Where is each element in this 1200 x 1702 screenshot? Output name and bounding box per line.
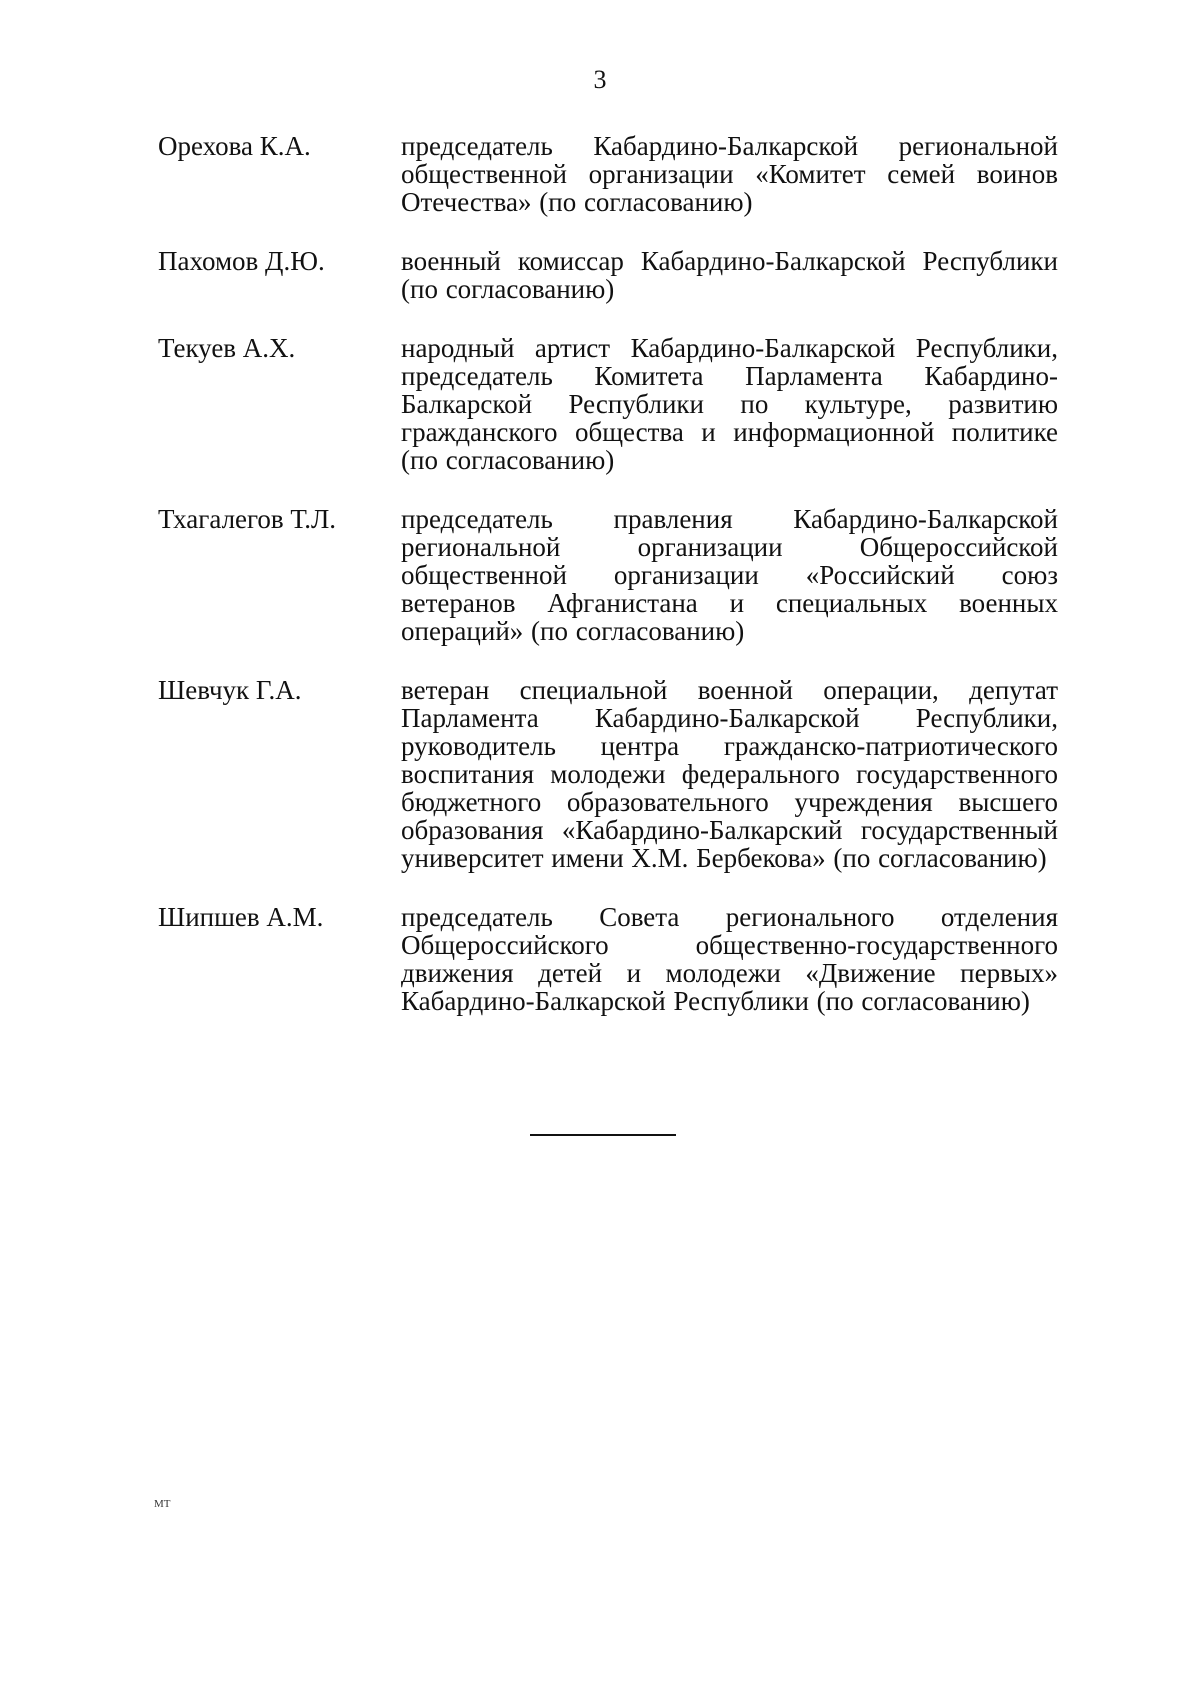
member-position: ветеран специальной военной операции, депутат Парламента Кабардино-Балкарской Республики, руководитель центра гражданско-патриотического воспитания молодежи федерального государственного бюджетного образовательного учреждения высшего образования «Кабардино-Балкарский государственный университет имени Х.М. Бербекова» (по согласованию) [401, 675, 1058, 873]
list-item [158, 334, 1058, 474]
list-item [158, 247, 1058, 303]
footer-mark: МТ [154, 1498, 171, 1510]
page-number: 3 [593, 65, 607, 94]
member-name: Орехова К.А. [158, 131, 311, 161]
list-item [158, 132, 1058, 216]
member-name: Шевчук Г.А. [158, 675, 302, 705]
member-position: председатель Кабардино-Балкарской региональной общественной организации «Комитет семей воинов Отечества» (по согласованию) [401, 131, 1058, 217]
list-item [158, 676, 1058, 872]
member-name: Шипшев А.М. [158, 902, 324, 932]
list-item [158, 505, 1058, 645]
list-item [158, 903, 1058, 1015]
member-name: Текуев А.Х. [158, 333, 296, 363]
member-position: председатель правления Кабардино-Балкарской региональной организации Общероссийской общественной организации «Российский союз ветеранов Афганистана и специальных военных операций» (по согласованию) [401, 504, 1058, 646]
member-position: народный артист Кабардино-Балкарской Республики, председатель Комитета Парламента Кабардино-Балкарской Республики по культуре, развитию гражданского общества и информационной политике (по согласованию) [401, 333, 1058, 475]
closing-divider [530, 1134, 676, 1136]
member-list [158, 132, 1058, 1046]
member-name: Пахомов Д.Ю. [158, 246, 325, 276]
member-position: военный комиссар Кабардино-Балкарской Республики (по согласованию) [401, 246, 1058, 304]
member-position: председатель Совета регионального отделения Общероссийского общественно-государственного движения детей и молодежи «Движение первых» Кабардино-Балкарской Республики (по согласованию) [401, 902, 1058, 1016]
member-name: Тхагалегов Т.Л. [158, 504, 337, 534]
